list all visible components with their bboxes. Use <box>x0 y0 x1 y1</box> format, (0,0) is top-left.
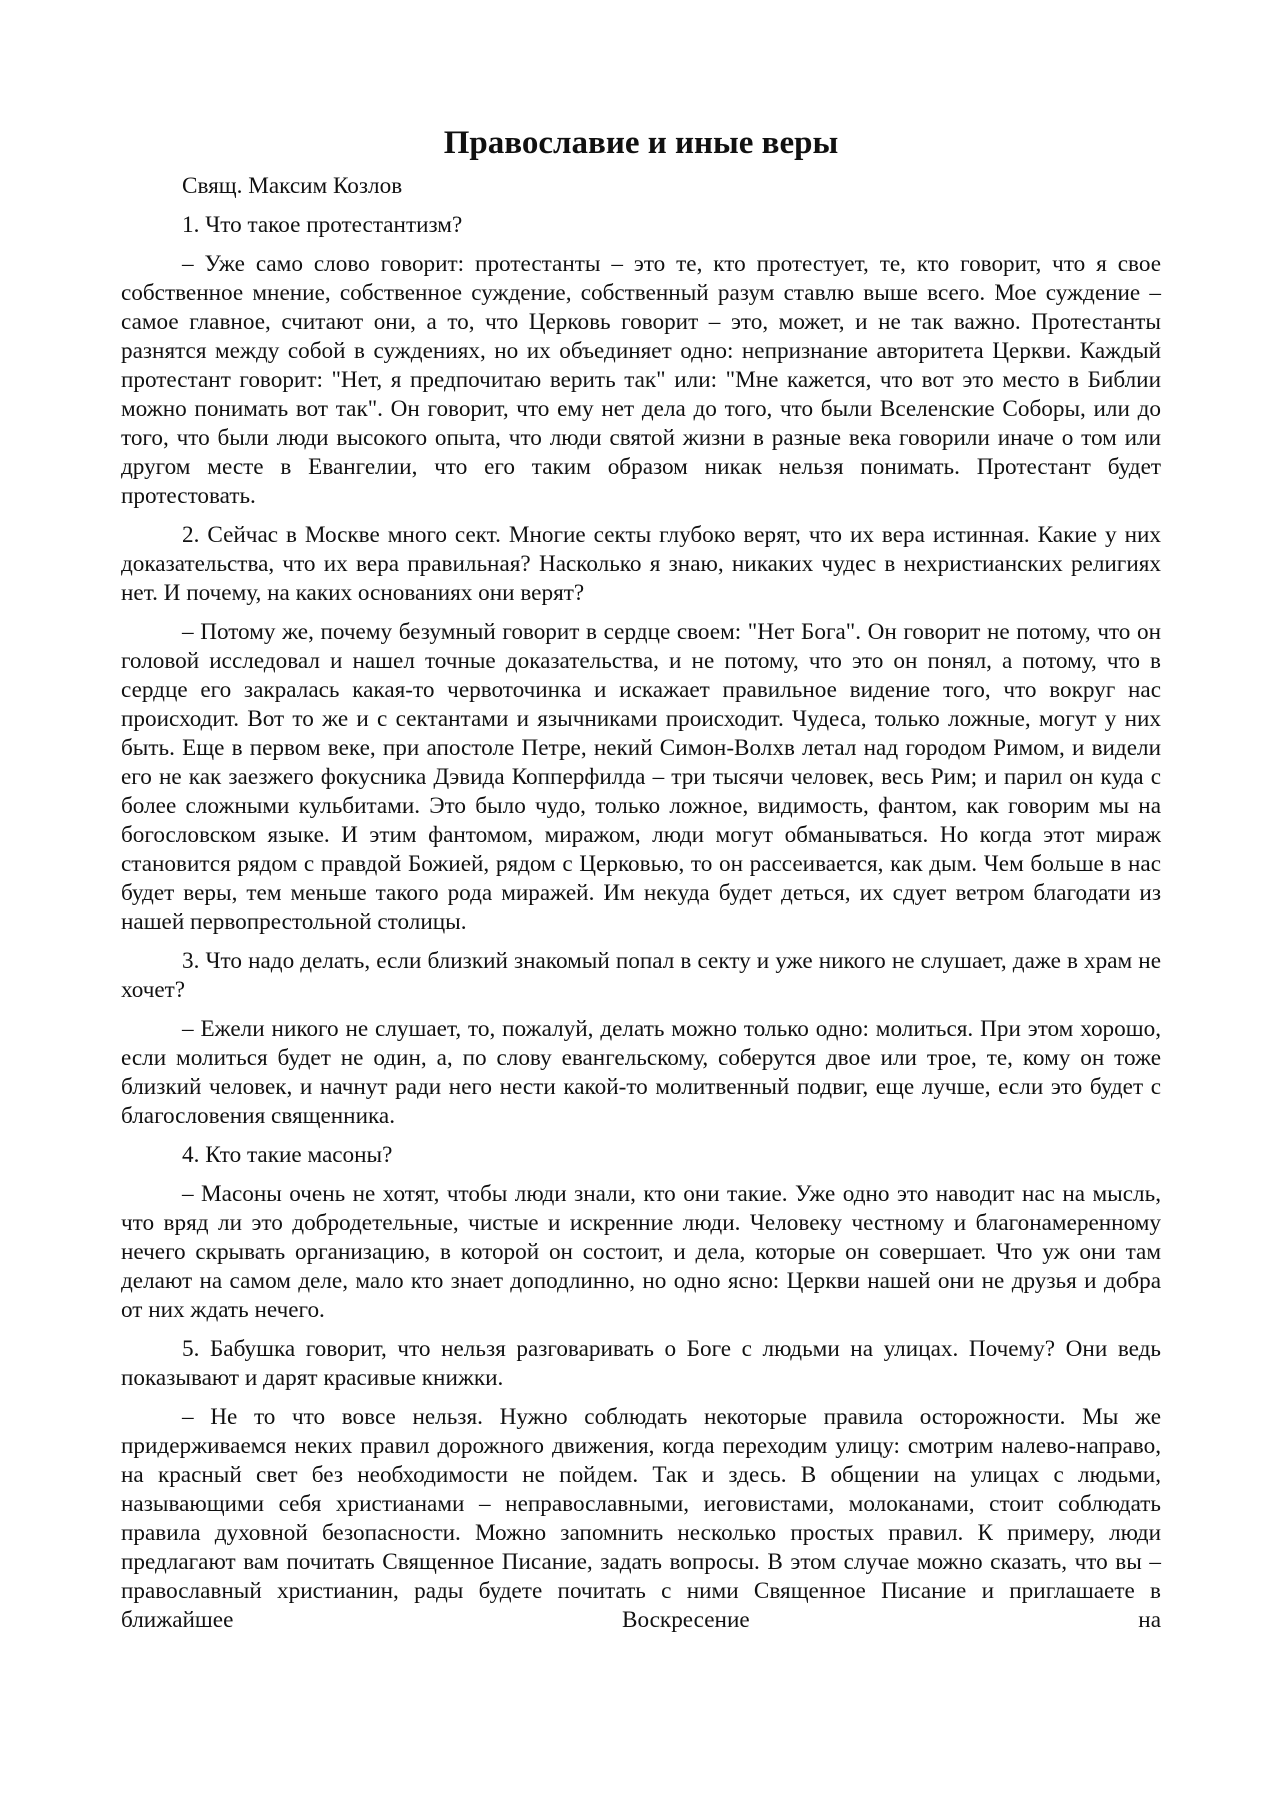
page-title: Православие и иные веры <box>443 125 839 161</box>
question-3: 3. Что надо делать, если близкий знакомый попал в секту и уже никого не слушает, даже в храм не хочет? <box>121 948 1161 1003</box>
answer-2: – Потому же, почему безумный говорит в сердце своем: "Нет Бога". Он говорит не потому, что он головой исследовал и нашел точные доказательства, и не потому, что это он понял, а потому, что в сердце его закралась какая-то червоточинка и искажает правильное видение того, что вокруг нас происходит. Вот то же и с сектантами и язычниками происходит. Чудеса, только ложные, могут у них быть. Еще в первом веке, при апостоле Петре, некий Симон-Волхв летал над городом Римом, и видели его не как заезжего фокусника Дэвида Копперфилда – три тысячи человек, весь Рим; и парил он куда с более сложными кульбитами. Это было чудо, только ложное, видимость, фантом, как говорим мы на богословском языке. И этим фантомом, миражом, люди могут обманываться. Но когда этот мираж становится рядом с правдой Божией, рядом с Церковью, то он рассеивается, как дым. Чем больше в нас будет веры, тем меньше такого рода миражей. Им некуда будет деться, их сдует ветром благодати из нашей первопрестольной столицы. <box>121 619 1161 935</box>
question-1: 1. Что такое протестантизм? <box>182 212 463 238</box>
question-5: 5. Бабушка говорит, что нельзя разговаривать о Боге с людьми на улицах. Почему? Они ведь показывают и дарят красивые книжки. <box>121 1336 1161 1391</box>
document-body <box>121 118 1161 1635</box>
question-2: 2. Сейчас в Москве много сект. Многие секты глубоко верят, что их вера истинная. Какие у них доказательства, что их вера правильная? Насколько я знаю, никаких чудес в нехристианских религиях нет. И почему, на каких основаниях они верят? <box>121 522 1161 606</box>
answer-5: – Не то что вовсе нельзя. Нужно соблюдать некоторые правила осторожности. Мы же придерживаемся неких правил дорожного движения, когда переходим улицу: смотрим налево-направо, на красный свет без необходимости не пойдем. Так и здесь. В общении на улицах с людьми, называющими себя христианами – неправославными, иеговистами, молоканами, стоит соблюдать правила духовной безопасности. Можно запомнить несколько простых правил. К примеру, люди предлагают вам почитать Священное Писание, задать вопросы. В этом случае можно сказать, что вы – православный христианин, рады будете почитать с ними Священное Писание и приглашаете в ближайшее Воскресение на <box>121 1404 1161 1633</box>
answer-1: – Уже само слово говорит: протестанты – это те, кто протестует, те, кто говорит, что я свое собственное мнение, собственное суждение, собственный разум ставлю выше всего. Мое суждение – самое главное, считают они, а то, что Церковь говорит – это, может, и не так важно. Протестанты разнятся между собой в суждениях, но их объединяет одно: непризнание авторитета Церкви. Каждый протестант говорит: "Нет, я предпочитаю верить так" или: "Мне кажется, что вот это место в Библии можно понимать вот так". Он говорит, что ему нет дела до того, что были Вселенские Соборы, или до того, что были люди высокого опыта, что люди святой жизни в разные века говорили иначе о том или другом месте в Евангелии, что его таким образом никак нельзя понимать. Протестант будет протестовать. <box>121 251 1161 509</box>
answer-3: – Ежели никого не слушает, то, пожалуй, делать можно только одно: молиться. При этом хорошо, если молиться будет не один, а, по слову евангельскому, соберутся двое или трое, те, кому он тоже близкий человек, и начнут ради него нести какой-то молитвенный подвиг, еще лучше, если это будет с благословения священника. <box>121 1016 1161 1129</box>
author-line: Свящ. Максим Козлов <box>182 173 403 199</box>
answer-4: – Масоны очень не хотят, чтобы люди знали, кто они такие. Уже одно это наводит нас на мысль, что вряд ли это добродетельные, чистые и искренние люди. Человеку честному и благонамеренному нечего скрывать организацию, в которой он состоит, и дела, которые он совершает. Что уж они там делают на самом деле, мало кто знает доподлинно, но одно ясно: Церкви нашей они не друзья и добра от них ждать нечего. <box>121 1181 1161 1323</box>
question-4: 4. Кто такие масоны? <box>182 1142 393 1168</box>
